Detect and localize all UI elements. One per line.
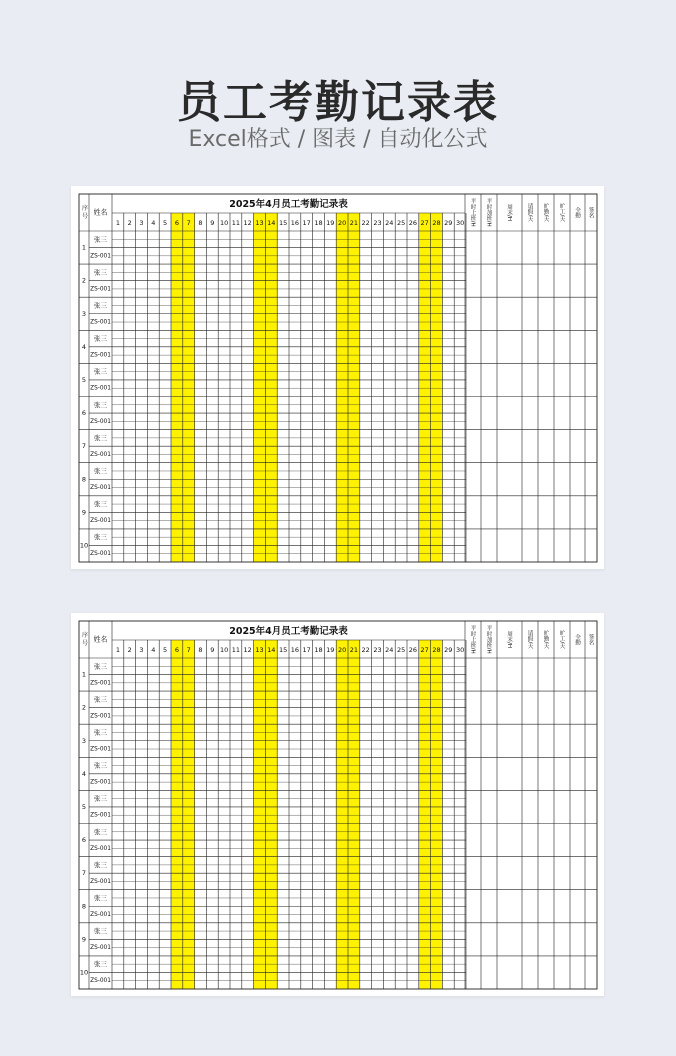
day-number: 20: [337, 219, 347, 227]
day-number: 29: [444, 646, 453, 654]
day-number: 30: [455, 219, 465, 227]
summary-header: 旷勤/天: [542, 630, 549, 649]
summary-header: 周末/H: [506, 203, 512, 222]
day-number: 16: [290, 646, 300, 654]
day-number: 12: [243, 219, 252, 227]
day-number: 23: [373, 646, 382, 654]
summary-header: 平时上班/H: [469, 625, 476, 654]
summary-header: 平时加班/H: [485, 625, 492, 654]
day-number: 11: [231, 219, 241, 227]
summary-header: 签名: [587, 633, 594, 646]
day-number: 9: [210, 646, 215, 654]
day-number: 3: [139, 219, 144, 227]
employee-name: 张三: [94, 466, 107, 475]
weekend-column: [254, 213, 266, 562]
weekend-column: [265, 640, 277, 989]
employee-id: ZS-001: [90, 551, 111, 558]
attendance-sheet-preview-1: [71, 186, 604, 569]
employee-number: 4: [81, 342, 87, 351]
employee-number: 3: [81, 309, 87, 318]
day-number: 19: [326, 646, 335, 654]
employee-id: ZS-001: [90, 945, 111, 952]
day-number: 17: [302, 219, 311, 227]
day-number: 16: [290, 219, 300, 227]
employee-id: ZS-001: [90, 812, 111, 819]
employee-id: ZS-001: [90, 713, 111, 720]
day-number: 27: [420, 646, 429, 654]
employee-number: 9: [81, 508, 87, 517]
day-number: 28: [432, 219, 441, 227]
day-number: 17: [302, 646, 311, 654]
employee-name: 张三: [94, 893, 107, 902]
employee-number: 7: [81, 869, 87, 878]
employee-id: ZS-001: [90, 352, 111, 359]
weekend-column: [336, 640, 348, 989]
employee-id: ZS-001: [90, 319, 111, 326]
employee-number: 2: [81, 703, 87, 712]
day-number: 12: [243, 646, 252, 654]
summary-header: 全勤: [574, 206, 580, 219]
summary-header: 平时加班/H: [485, 198, 492, 227]
weekend-column: [419, 640, 431, 989]
summary-header: 请假/天: [526, 630, 533, 649]
page-subtitle: Excel格式 / 图表 / 自动化公式: [188, 127, 488, 152]
employee-id: ZS-001: [90, 978, 111, 985]
employee-id: ZS-001: [90, 485, 111, 492]
day-number: 19: [326, 219, 335, 227]
day-number: 10: [219, 219, 229, 227]
employee-name: 张三: [94, 268, 107, 277]
day-number: 6: [174, 646, 179, 654]
day-number: 3: [139, 646, 144, 654]
day-number: 1: [115, 646, 120, 654]
employee-number: 9: [81, 935, 87, 944]
employee-number: 3: [81, 736, 87, 745]
employee-name: 张三: [94, 500, 107, 509]
weekend-column: [183, 640, 195, 989]
day-number: 14: [267, 646, 276, 654]
employee-number: 1: [81, 670, 87, 679]
employee-id: ZS-001: [90, 385, 111, 392]
day-number: 26: [408, 219, 418, 227]
day-number: 15: [278, 219, 288, 227]
employee-id: ZS-001: [90, 845, 111, 852]
employee-name: 张三: [94, 860, 107, 869]
header-name: 姓名: [93, 635, 108, 644]
day-number: 21: [349, 219, 359, 227]
day-number: 29: [444, 219, 453, 227]
day-number: 1: [115, 219, 120, 227]
sheet-title: 2025年4月员工考勤记录表: [229, 199, 348, 210]
day-number: 2: [127, 219, 132, 227]
summary-header: 请假/天: [526, 203, 533, 222]
day-number: 2: [127, 646, 132, 654]
day-number: 4: [151, 219, 156, 227]
employee-number: 6: [81, 836, 87, 845]
employee-name: 张三: [94, 927, 107, 936]
employee-name: 张三: [94, 367, 107, 376]
day-number: 24: [385, 646, 394, 654]
day-number: 24: [385, 219, 394, 227]
employee-number: 5: [81, 375, 87, 384]
summary-header: 旷工/天: [558, 630, 565, 649]
summary-header: 旷工/天: [558, 203, 565, 222]
employee-id: ZS-001: [90, 253, 111, 260]
summary-header: 周末/H: [506, 630, 512, 649]
weekend-column: [431, 213, 443, 562]
day-number: 25: [396, 646, 406, 654]
day-number: 9: [210, 219, 215, 227]
weekend-column: [336, 213, 348, 562]
weekend-column: [171, 640, 183, 989]
employee-id: ZS-001: [90, 286, 111, 293]
day-number: 25: [396, 219, 406, 227]
day-number: 15: [278, 646, 288, 654]
employee-number: 7: [81, 442, 87, 451]
day-number: 8: [198, 219, 203, 227]
day-number: 11: [231, 646, 241, 654]
day-number: 20: [337, 646, 347, 654]
day-number: 10: [219, 646, 229, 654]
weekend-column: [419, 213, 431, 562]
day-number: 23: [373, 219, 382, 227]
employee-name: 张三: [94, 827, 107, 836]
day-number: 7: [186, 219, 191, 227]
employee-name: 张三: [94, 761, 107, 770]
employee-id: ZS-001: [90, 779, 111, 786]
employee-number: 8: [81, 475, 87, 484]
weekend-column: [348, 213, 360, 562]
weekend-column: [431, 640, 443, 989]
employee-name: 张三: [94, 301, 107, 310]
day-number: 7: [186, 646, 191, 654]
employee-name: 张三: [94, 695, 107, 704]
employee-name: 张三: [94, 235, 107, 244]
day-number: 21: [349, 646, 359, 654]
day-number: 13: [255, 646, 264, 654]
employee-id: ZS-001: [90, 912, 111, 919]
employee-name: 张三: [94, 533, 107, 542]
employee-name: 张三: [94, 728, 107, 737]
day-number: 14: [267, 219, 276, 227]
employee-name: 张三: [94, 662, 107, 671]
employee-number: 10: [79, 541, 89, 550]
day-number: 6: [174, 219, 179, 227]
employee-id: ZS-001: [90, 518, 111, 525]
weekend-column: [348, 640, 360, 989]
weekend-column: [171, 213, 183, 562]
employee-name: 张三: [94, 794, 107, 803]
day-number: 18: [314, 646, 323, 654]
attendance-sheet-preview-2: [71, 613, 604, 996]
employee-number: 6: [81, 409, 87, 418]
header-seq: 序号: [80, 631, 88, 648]
day-number: 30: [455, 646, 465, 654]
employee-id: ZS-001: [90, 680, 111, 687]
summary-header: 平时上班/H: [469, 198, 476, 227]
day-number: 4: [151, 646, 156, 654]
day-number: 5: [163, 646, 168, 654]
employee-id: ZS-001: [90, 418, 111, 425]
employee-number: 4: [81, 769, 87, 778]
day-number: 26: [408, 646, 418, 654]
day-number: 27: [420, 219, 429, 227]
weekend-column: [265, 213, 277, 562]
day-number: 5: [163, 219, 168, 227]
summary-header: 签名: [587, 206, 594, 219]
summary-header: 全勤: [574, 633, 580, 646]
summary-header: 旷勤/天: [542, 203, 549, 222]
weekend-column: [254, 640, 266, 989]
sheet-title: 2025年4月员工考勤记录表: [229, 626, 348, 637]
header-name: 姓名: [93, 208, 108, 217]
employee-id: ZS-001: [90, 878, 111, 885]
employee-name: 张三: [94, 433, 107, 442]
employee-name: 张三: [94, 400, 107, 409]
employee-number: 10: [79, 968, 89, 977]
day-number: 22: [361, 219, 370, 227]
employee-id: ZS-001: [90, 746, 111, 753]
day-number: 18: [314, 219, 323, 227]
day-number: 28: [432, 646, 441, 654]
employee-number: 8: [81, 902, 87, 911]
employee-name: 张三: [94, 960, 107, 969]
day-number: 13: [255, 219, 264, 227]
employee-number: 1: [81, 243, 87, 252]
page-title: 员工考勤记录表: [177, 77, 499, 128]
weekend-column: [183, 213, 195, 562]
employee-number: 2: [81, 276, 87, 285]
day-number: 8: [198, 646, 203, 654]
header-seq: 序号: [80, 204, 88, 221]
employee-name: 张三: [94, 334, 107, 343]
day-number: 22: [361, 646, 370, 654]
employee-id: ZS-001: [90, 451, 111, 458]
employee-number: 5: [81, 802, 87, 811]
